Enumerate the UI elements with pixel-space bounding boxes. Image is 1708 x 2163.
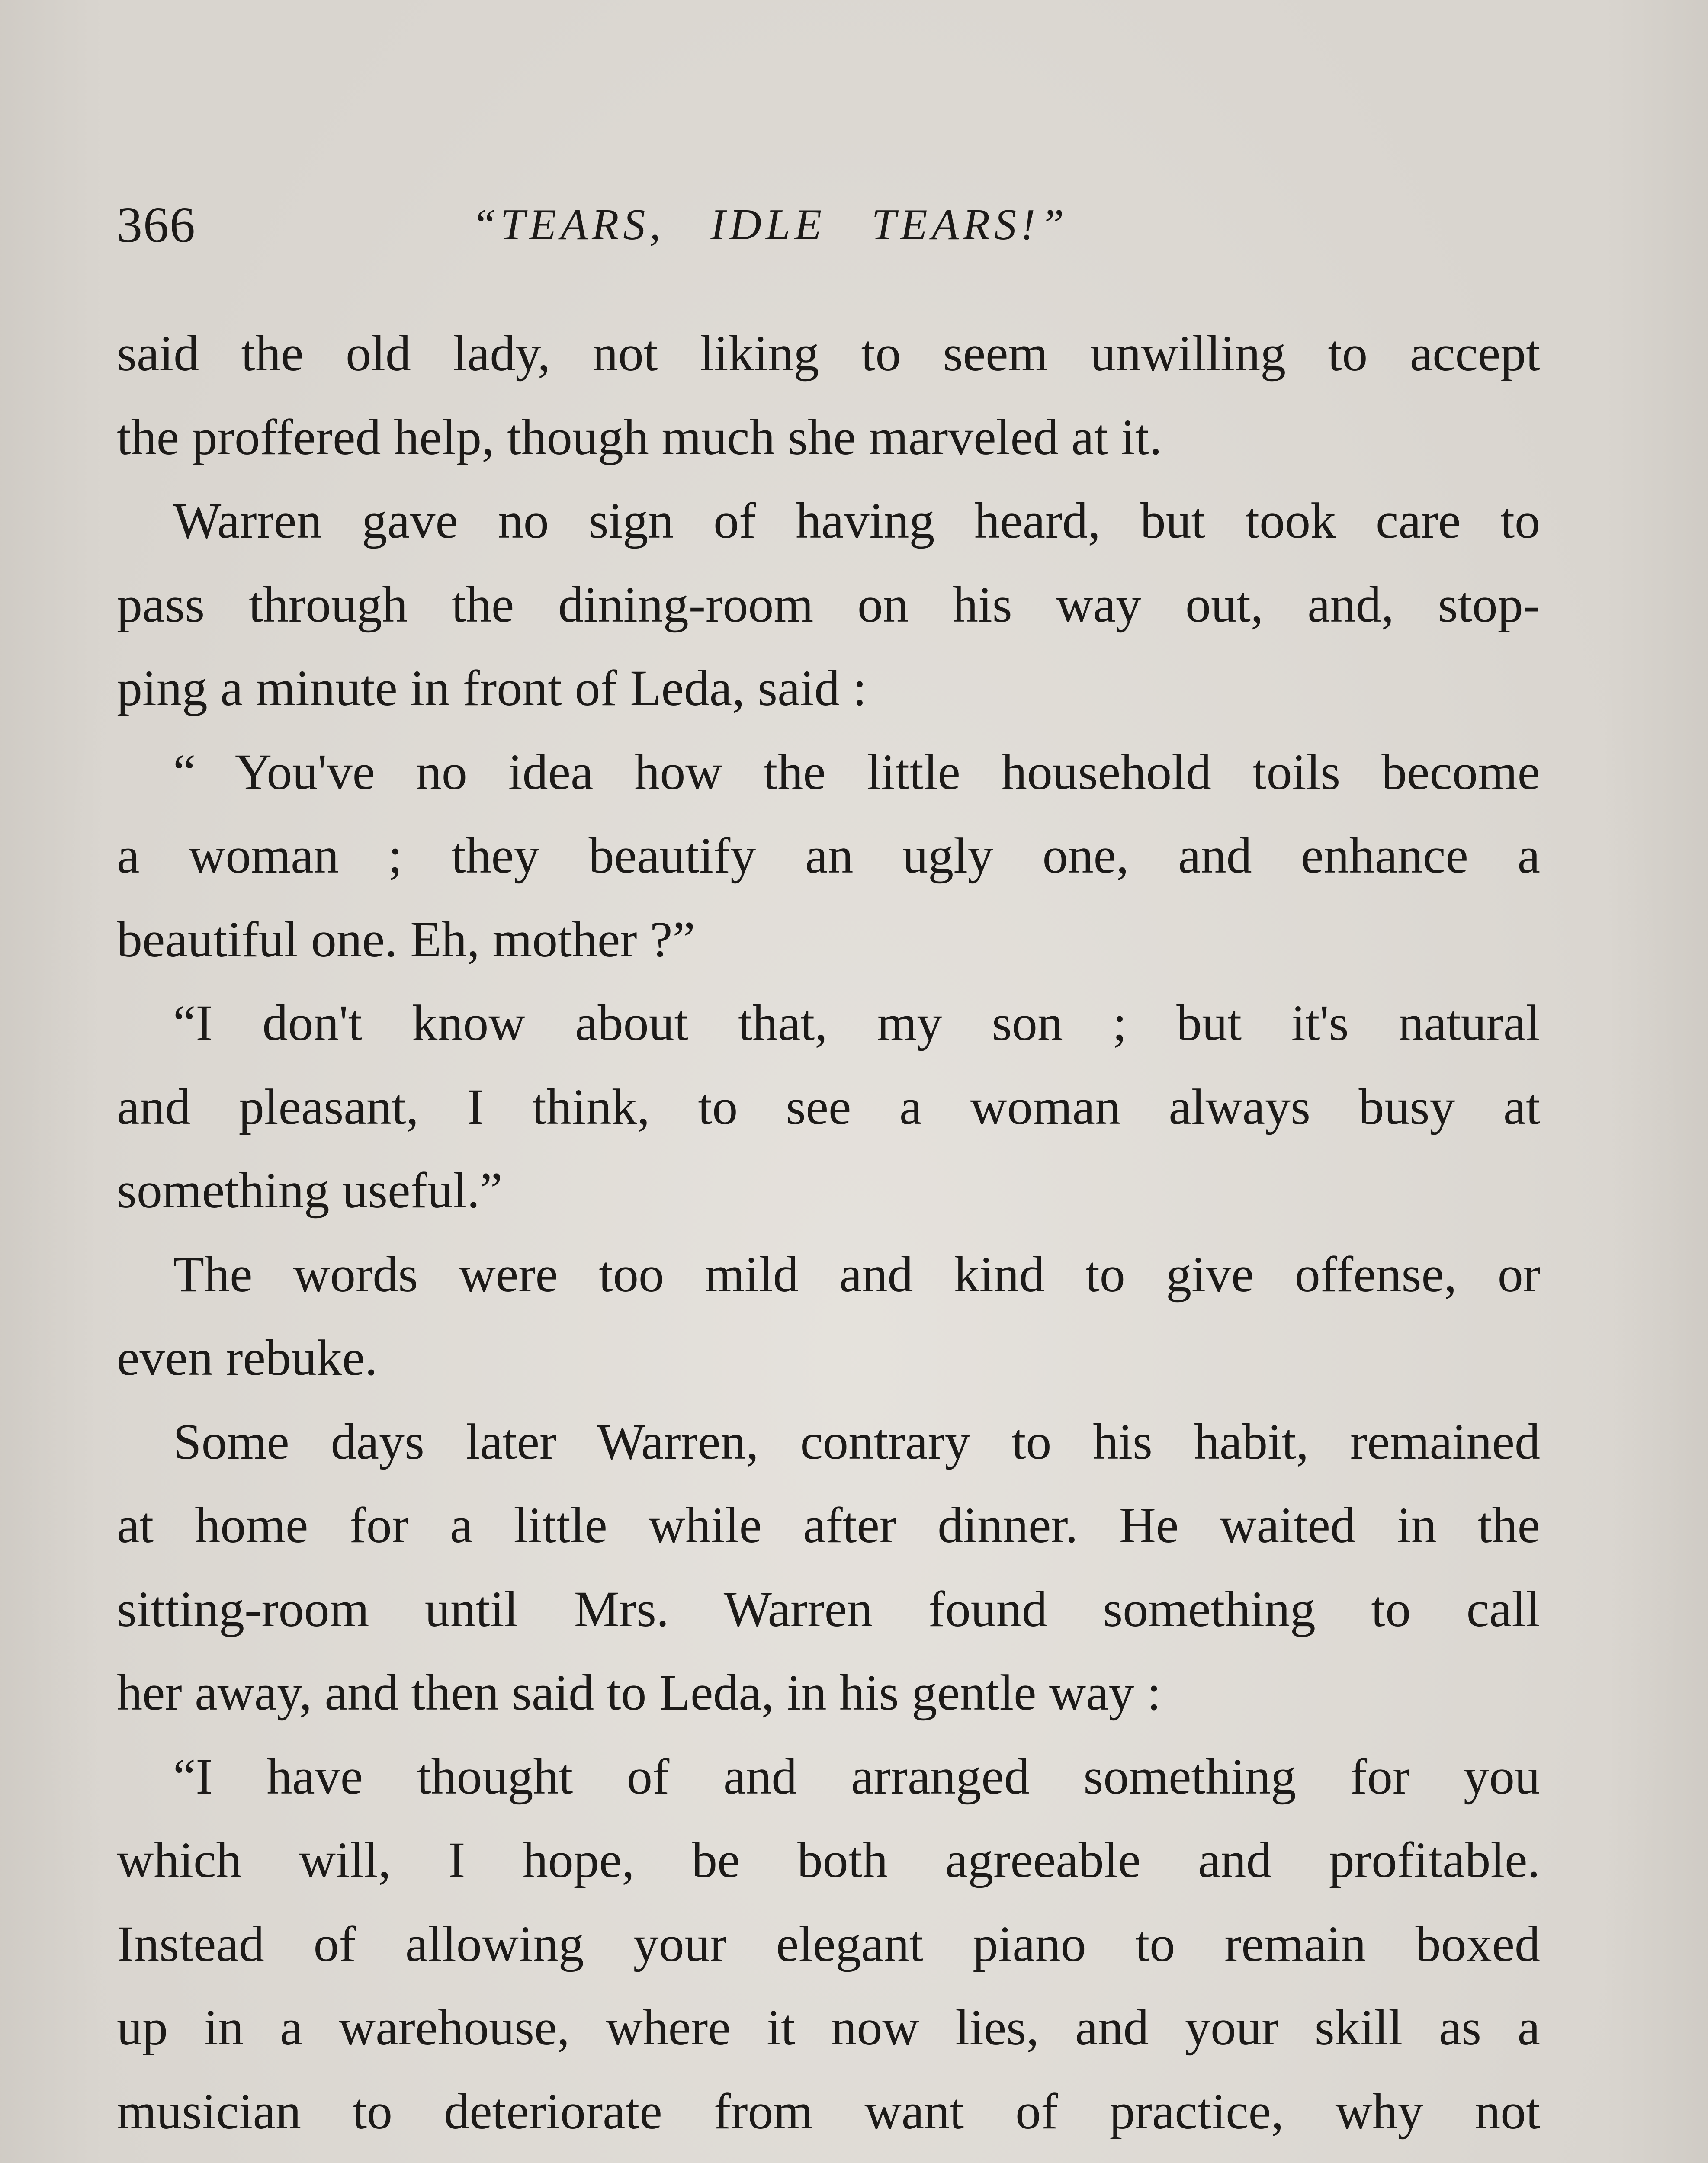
text-line: Warren gave no sign of having heard, but took care to bbox=[173, 492, 1540, 549]
body-text bbox=[117, 311, 1540, 2163]
text-line: “I don't know about that, my son ; but it's natural bbox=[173, 995, 1540, 1051]
running-head bbox=[117, 190, 1540, 260]
paragraph bbox=[117, 1735, 1540, 2163]
text-line: at home for a little while after dinner. He waited in the bbox=[117, 1497, 1540, 1553]
text-line: musician to deteriorate from want of practice, why not bbox=[117, 2083, 1540, 2140]
text-line: Instead of allowing your elegant piano to remain boxed bbox=[117, 1915, 1540, 1972]
running-title: “TEARS, IDLE TEARS!” bbox=[472, 200, 1069, 249]
text-line: said the old lady, not liking to seem unwilling to accept bbox=[117, 325, 1540, 382]
paragraph bbox=[117, 1232, 1540, 1400]
text-line: pass through the dining-room on his way out, and, stop- bbox=[117, 576, 1540, 633]
text-line: even rebuke. bbox=[117, 1329, 378, 1386]
text-line bbox=[117, 2153, 1540, 2163]
text-line: beautiful one. Eh, mother ?” bbox=[117, 911, 695, 968]
text-line: “I have thought of and arranged something for you bbox=[173, 1748, 1540, 1805]
text-line: Some days later Warren, contrary to his habit, remained bbox=[173, 1413, 1540, 1470]
paragraph bbox=[117, 730, 1540, 982]
text-line: her away, and then said to Leda, in his gentle way : bbox=[117, 1664, 1161, 1721]
text-line: The words were too mild and kind to give offense, or bbox=[173, 1245, 1540, 1303]
text-line: and pleasant, I think, to see a woman always busy at bbox=[117, 1078, 1540, 1135]
text-line: up in a warehouse, where it now lies, and your skill as a bbox=[117, 1999, 1540, 2056]
text-line: something useful.” bbox=[117, 1162, 503, 1219]
page-number: 366 bbox=[117, 196, 196, 253]
text-line: which will, I hope, be both agreeable and profitable. bbox=[117, 1832, 1540, 1888]
paragraph bbox=[117, 981, 1540, 1232]
text-line: sitting-room until Mrs. Warren found something to call bbox=[117, 1580, 1540, 1637]
paragraph bbox=[117, 311, 1540, 479]
paragraph bbox=[117, 1400, 1540, 1735]
text-line: a woman ; they beautify an ugly one, and enhance a bbox=[117, 827, 1540, 884]
text-line: ping a minute in front of Leda, said : bbox=[117, 660, 867, 716]
text-line: the proffered help, though much she marveled at it. bbox=[117, 408, 1162, 465]
paragraph bbox=[117, 479, 1540, 730]
text-line: “ You've no idea how the little household toils become bbox=[173, 743, 1540, 800]
